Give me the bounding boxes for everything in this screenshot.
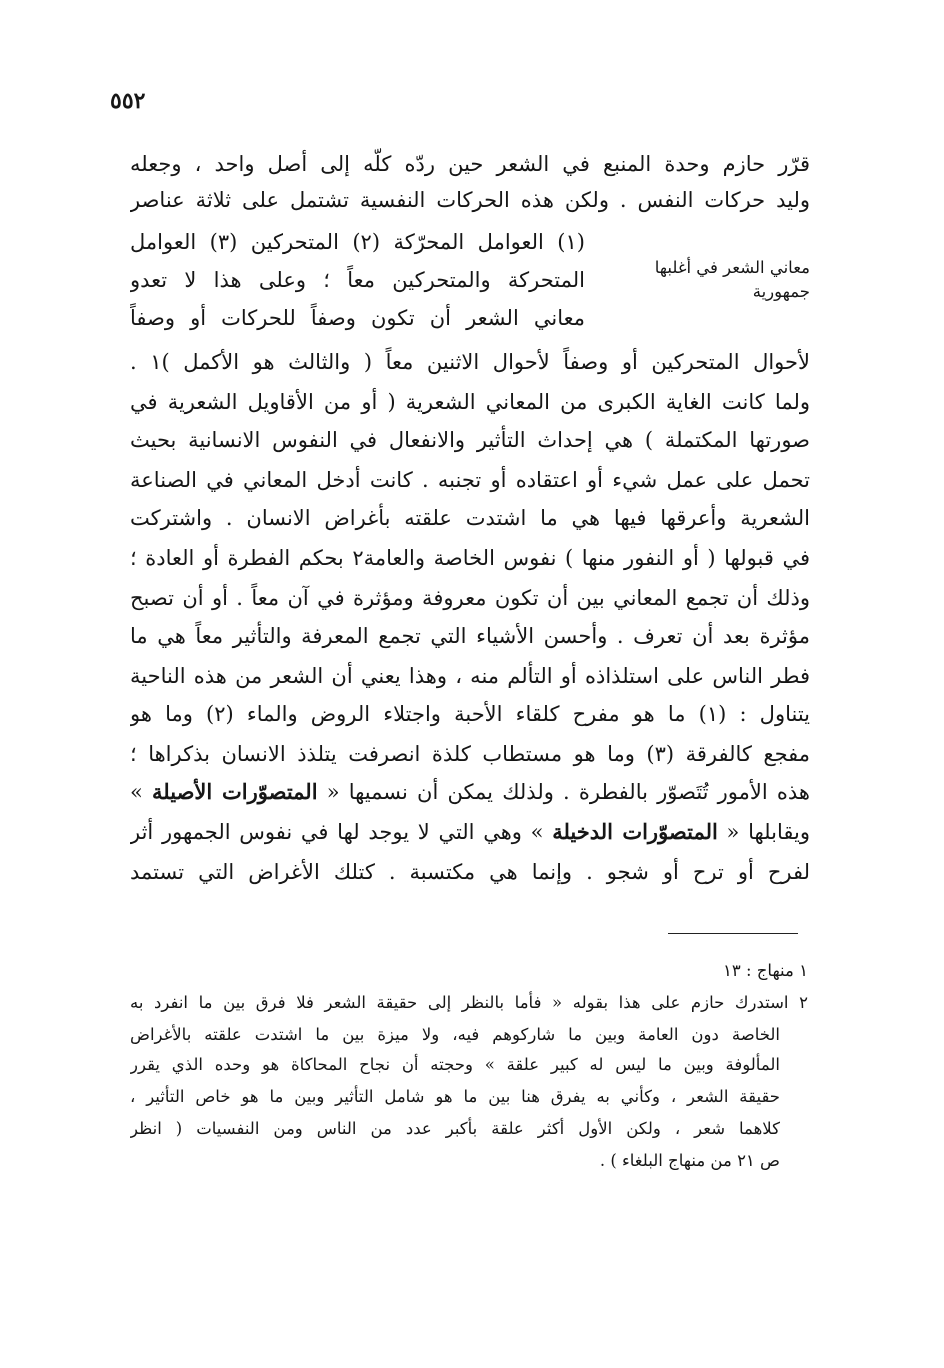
body-line: ولما كانت الغاية الكبرى من المعاني الشعرية ( أو من الأقاويل الشعرية في xyxy=(130,390,810,414)
line-text: » وهي التي لا يوجد لها في نفوس الجمهور أثر xyxy=(130,820,553,844)
body-line: المتحركة والمتحركين معاً ؛ وعلى هذا لا تعدو xyxy=(130,268,585,292)
body-line: مؤثرة بعد أن تعرف . وأحسن الأشياء التي تجمع المعرفة والتأثير معاً هي ما xyxy=(130,624,810,648)
line-text: » xyxy=(130,780,153,804)
body-line: معاني الشعر أن تكون وصفاً للحركات أو وصفاً xyxy=(130,306,585,330)
body-line: مفجع كالفرقة (٣) وما هو مستطاب كلذة انصرفت يتلذذ الانسان بذكراها ؛ xyxy=(130,742,810,766)
body-line: صورتها المكتملة ) هي إحداث التأثير والانفعال في النفوس الانسانية بحيث xyxy=(130,428,810,452)
footnote-2-line: الخاصة دون العامة وبين ما شاركوهم فيه، ولا ميزة بين ما اشتدت علقته بالأغراض xyxy=(130,1025,780,1044)
body-line-with-term xyxy=(130,816,810,850)
body-line: تحمل على عمل شيء أو اعتقاده أو تجنبه . كانت أدخل المعاني في الصناعة xyxy=(130,468,810,492)
footnote-separator xyxy=(668,933,798,934)
footnote-1: ١ منهاج : ١٣ xyxy=(722,961,808,980)
footnote-2-line: حقيقة الشعر ، وكأني به يفرق هنا بين ما هو شامل التأثير وبين ما هو خاص التأثير ، xyxy=(130,1087,780,1106)
body-line: الشعرية وأعرقها فيها هي ما اشتدت علقته بأغراض الانسان . واشتركت xyxy=(130,506,810,530)
body-line: لأحوال المتحركين أو وصفاً لأحوال الاثنين معاً ( والثالث هو الأكمل )١ . xyxy=(130,350,810,374)
footnote-2-line: ٢ استدرك حازم على هذا بقوله « فأما بالنظر إلى حقيقة الشعر فلا فرق بين ما انفرد به xyxy=(130,993,808,1012)
bold-term: المتصوّرات الدخيلة xyxy=(552,819,718,844)
body-line: فطر الناس على استلذاذه أو التألم منه ، وهذا يعني أن الشعر من هذه الناحية xyxy=(130,664,810,688)
body-line: في قبولها ( أو النفور منها ) نفوس الخاصة والعامة٢ بحكم الفطرة أو العادة ؛ xyxy=(130,546,810,570)
body-line: قرّر حازم وحدة المنبع في الشعر حين ردّه كلّه إلى أصل واحد ، وجعله xyxy=(130,152,810,176)
footnote-2-line: المألوفة وبين ما ليس له كبير علقة » وحجته أن نجاح المحاكاة هو وحده الذي يقرر xyxy=(130,1055,780,1074)
line-text: هذه الأمور تُتَصوّر بالفطرة . ولذلك يمكن أن نسميها « xyxy=(317,780,810,804)
margin-note-line: معاني الشعر في أغلبها xyxy=(654,258,810,277)
footnote-2-line: ص ٢١ من منهاج البلغاء ) . xyxy=(599,1151,780,1170)
body-line-with-term xyxy=(130,776,810,810)
page-number: ٥٥٢ xyxy=(110,88,146,114)
margin-note xyxy=(650,256,810,304)
body-line: وليد حركات النفس . ولكن هذه الحركات النفسية تشتمل على ثلاثة عناصر xyxy=(130,188,810,212)
body-line: يتناول : (١) ما هو مفرح كلقاء الأحبة واجتلاء الروض والماء (٢) وما هو xyxy=(130,702,810,726)
body-line: لفرح أو ترح أو شجو . وإنما هي مكتسبة . كتلك الأغراض التي تستمد xyxy=(130,860,810,884)
bold-term: المتصوّرات الأصيلة xyxy=(152,779,318,804)
body-line: (١) العوامل المحرّكة (٢) المتحركين (٣) العوامل xyxy=(130,230,585,254)
margin-note-line: جمهورية xyxy=(752,282,810,301)
line-text: ويقابلها « xyxy=(717,820,810,844)
body-line: وذلك أن تجمع المعاني بين أن تكون معروفة ومؤثرة في آن معاً . أو أن تصبح xyxy=(130,586,810,610)
footnote-2-line: كلاهما شعر ، ولكن الأول أكثر علقة بأكبر عدد من الناس ومن النفسيات ( انظر xyxy=(130,1119,780,1138)
